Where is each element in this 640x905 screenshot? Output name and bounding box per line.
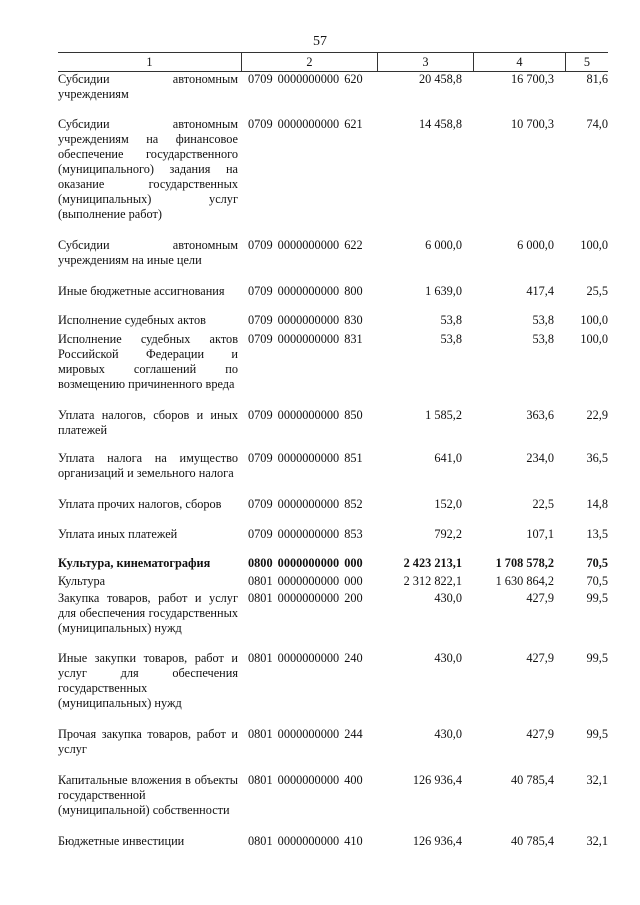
row-value-col3: 2 423 213,1 (403, 556, 462, 570)
row-value-col3: 792,2 (434, 527, 462, 541)
table-row (58, 238, 608, 268)
row-name: Уплата прочих налогов, сборов (58, 497, 222, 511)
table-row (58, 408, 608, 438)
row-value-col5: 13,5 (586, 527, 608, 541)
row-code: 0801 0000000000 410 (248, 834, 363, 848)
row-value-col4: 16 700,3 (510, 72, 554, 86)
row-value-col4: 1 630 864,2 (495, 574, 554, 588)
header-col-3: 3 (378, 53, 474, 71)
row-value-col5: 100,0 (580, 238, 608, 252)
row-value-col4: 427,9 (526, 651, 554, 665)
page-number: 57 (313, 34, 327, 49)
table-row (58, 313, 608, 328)
table-header (58, 52, 608, 72)
row-value-col4: 6 000,0 (517, 238, 554, 252)
table-row (58, 117, 608, 222)
row-name: Исполнение судебных актов Российской Федерации и мировых соглашений по возмещению причиненного вреда (58, 332, 238, 391)
row-name: Уплата налога на имущество организаций и земельного налога (58, 451, 238, 480)
table-row (58, 773, 608, 818)
table-row (58, 527, 608, 542)
row-name: Культура (58, 574, 106, 588)
header-col-4: 4 (474, 53, 566, 71)
table-row (58, 591, 608, 636)
row-value-col3: 152,0 (434, 497, 462, 511)
row-name: Капитальные вложения в объекты государственной (муниципальной) собственности (58, 773, 238, 817)
row-value-col3: 641,0 (434, 451, 462, 465)
row-value-col4: 22,5 (532, 497, 554, 511)
row-value-col5: 100,0 (580, 313, 608, 327)
row-value-col4: 427,9 (526, 727, 554, 741)
row-value-col3: 2 312 822,1 (403, 574, 462, 588)
row-value-col3: 14 458,8 (418, 117, 462, 131)
row-value-col4: 53,8 (532, 313, 554, 327)
row-code: 0709 0000000000 622 (248, 238, 363, 252)
budget-table (58, 52, 608, 849)
row-code: 0709 0000000000 830 (248, 313, 363, 327)
row-code: 0709 0000000000 851 (248, 451, 363, 465)
row-value-col5: 74,0 (586, 117, 608, 131)
row-value-col3: 430,0 (434, 727, 462, 741)
table-row (58, 284, 608, 299)
row-value-col4: 40 785,4 (510, 773, 554, 787)
header-col-5: 5 (583, 55, 591, 69)
row-value-col3: 6 000,0 (425, 238, 462, 252)
row-code: 0709 0000000000 850 (248, 408, 363, 422)
row-value-col3: 430,0 (434, 651, 462, 665)
table-body (58, 72, 608, 849)
table-row (58, 574, 608, 589)
row-value-col4: 53,8 (532, 332, 554, 346)
row-code: 0801 0000000000 200 (248, 591, 363, 605)
row-value-col5: 99,5 (586, 591, 608, 605)
row-value-col4: 417,4 (526, 284, 554, 298)
row-value-col4: 363,6 (526, 408, 554, 422)
row-value-col5: 99,5 (586, 727, 608, 741)
row-name: Бюджетные инвестиции (58, 834, 185, 848)
row-code: 0709 0000000000 852 (248, 497, 363, 511)
row-value-col3: 126 936,4 (412, 773, 462, 787)
row-value-col4: 107,1 (526, 527, 554, 541)
table-row (58, 72, 608, 102)
row-value-col3: 126 936,4 (412, 834, 462, 848)
row-name: Исполнение судебных актов (58, 313, 206, 327)
row-code: 0709 0000000000 831 (248, 332, 363, 346)
row-name: Иные бюджетные ассигнования (58, 284, 225, 298)
row-name: Субсидии автономным учреждениям (58, 72, 238, 101)
row-code: 0800 0000000000 000 (248, 556, 363, 570)
row-code: 0801 0000000000 244 (248, 727, 363, 741)
row-value-col5: 99,5 (586, 651, 608, 665)
row-value-col5: 36,5 (586, 451, 608, 465)
table-row (58, 497, 608, 512)
row-name: Культура, кинематография (58, 556, 211, 570)
row-value-col3: 20 458,8 (418, 72, 462, 86)
table-row (58, 727, 608, 757)
row-name: Субсидии автономным учреждениям на финансовое обеспечение государственного (муниципального) задания на оказание государственных (муниципальных) услуг (выполнение работ) (58, 117, 238, 221)
row-value-col4: 10 700,3 (510, 117, 554, 131)
table-row (58, 451, 608, 481)
row-value-col5: 22,9 (586, 408, 608, 422)
table-row (58, 834, 608, 849)
row-value-col3: 53,8 (440, 313, 462, 327)
header-col-1: 1 (58, 53, 242, 71)
row-name: Уплата налогов, сборов и иных платежей (58, 408, 238, 437)
row-value-col5: 14,8 (586, 497, 608, 511)
row-name: Уплата иных платежей (58, 527, 178, 541)
row-value-col3: 1 639,0 (425, 284, 462, 298)
row-name: Иные закупки товаров, работ и услуг для обеспечения государственных (муниципальных) нужд (58, 651, 238, 710)
row-value-col5: 25,5 (586, 284, 608, 298)
row-code: 0709 0000000000 800 (248, 284, 363, 298)
row-code: 0709 0000000000 620 (248, 72, 363, 86)
row-code: 0801 0000000000 400 (248, 773, 363, 787)
row-name: Субсидии автономным учреждениям на иные цели (58, 238, 238, 267)
row-value-col5: 100,0 (580, 332, 608, 346)
row-code: 0801 0000000000 240 (248, 651, 363, 665)
row-code: 0801 0000000000 000 (248, 574, 363, 588)
row-code: 0709 0000000000 853 (248, 527, 363, 541)
row-value-col3: 1 585,2 (425, 408, 462, 422)
table-row (58, 651, 608, 711)
table-row (58, 332, 608, 392)
row-value-col4: 234,0 (526, 451, 554, 465)
row-value-col3: 430,0 (434, 591, 462, 605)
row-value-col5: 81,6 (586, 72, 608, 86)
row-value-col4: 40 785,4 (510, 834, 554, 848)
table-row (58, 556, 608, 571)
header-col-2: 2 (242, 53, 378, 71)
row-value-col5: 32,1 (586, 834, 608, 848)
row-name: Закупка товаров, работ и услуг для обеспечения государственных (муниципальных) нужд (58, 591, 238, 635)
row-value-col3: 53,8 (440, 332, 462, 346)
row-value-col5: 32,1 (586, 773, 608, 787)
row-value-col5: 70,5 (586, 556, 608, 570)
row-value-col4: 427,9 (526, 591, 554, 605)
row-code: 0709 0000000000 621 (248, 117, 363, 131)
row-value-col4: 1 708 578,2 (495, 556, 554, 570)
row-value-col5: 70,5 (586, 574, 608, 588)
row-name: Прочая закупка товаров, работ и услуг (58, 727, 238, 756)
